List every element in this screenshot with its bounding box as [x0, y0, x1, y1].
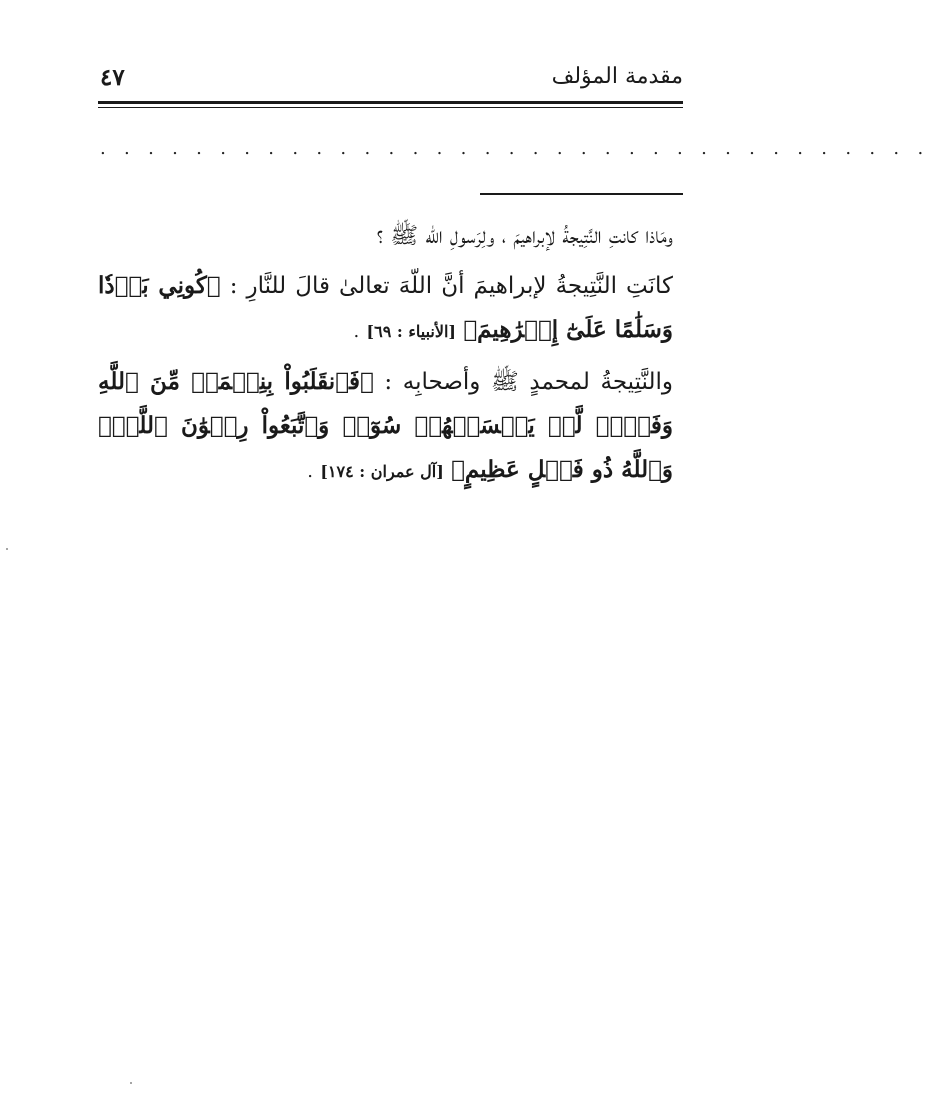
section-separator: [480, 193, 683, 195]
question-text: ومَاذا كانتِ النَّتِيجةُ لإبراهيمَ ، ولِرَسولِ اللّه ﷺ ؟: [376, 223, 673, 249]
page-header: [98, 58, 683, 100]
quran-verse: ﴿كُونِي بَرۡدٗا وَسَلَٰمًا عَلَىٰٓ إِبۡرَٰهِيمَ﴾: [98, 272, 673, 343]
header-rule-thick: [98, 101, 683, 104]
page-number: ٤٧: [100, 64, 125, 91]
paragraph-question: [98, 214, 683, 258]
scan-speck: [130, 1082, 132, 1084]
verse-reference: [الأنبياء : ٦٩]: [366, 322, 456, 341]
paragraph-ibrahim: [98, 264, 683, 354]
paragraph-lead: والنَّتِيجةُ لمحمدٍ ﷺ وأصحابِه :: [384, 369, 673, 395]
verse-reference: [آل عمران : ١٧٤]: [320, 462, 444, 481]
paragraph-lead: كانَتِ النَّتِيجةُ لإبراهيمَ أنَّ اللّهَ تعالىٰ قالَ للنَّارِ :: [229, 273, 673, 299]
header-rule-thin: [98, 107, 683, 108]
paragraph-muhammad: [98, 360, 683, 494]
quran-verse: ﴿فَٱنقَلَبُواْ بِنِعۡمَةٖ مِّنَ ٱللَّهِ وَفَضۡلٖ لَّمۡ يَمۡسَسۡهُمۡ سُوٓءٞ وَٱتَّبَعُواْ رِضۡوَٰنَ ٱللَّهِۗ وَٱللَّهُ ذُو فَضۡلٍ عَظِيمٍ﴾: [98, 368, 673, 483]
sentence-end: .: [307, 461, 314, 482]
sentence-end: .: [353, 321, 360, 342]
scan-speck: [6, 548, 8, 550]
omission-dots: . . . . . . . . . . . . . . . . . . . . . . . . . . . . . . . . . . .: [100, 138, 930, 159]
main-text: [98, 214, 683, 500]
running-title: مقدمة المؤلف: [551, 64, 683, 89]
